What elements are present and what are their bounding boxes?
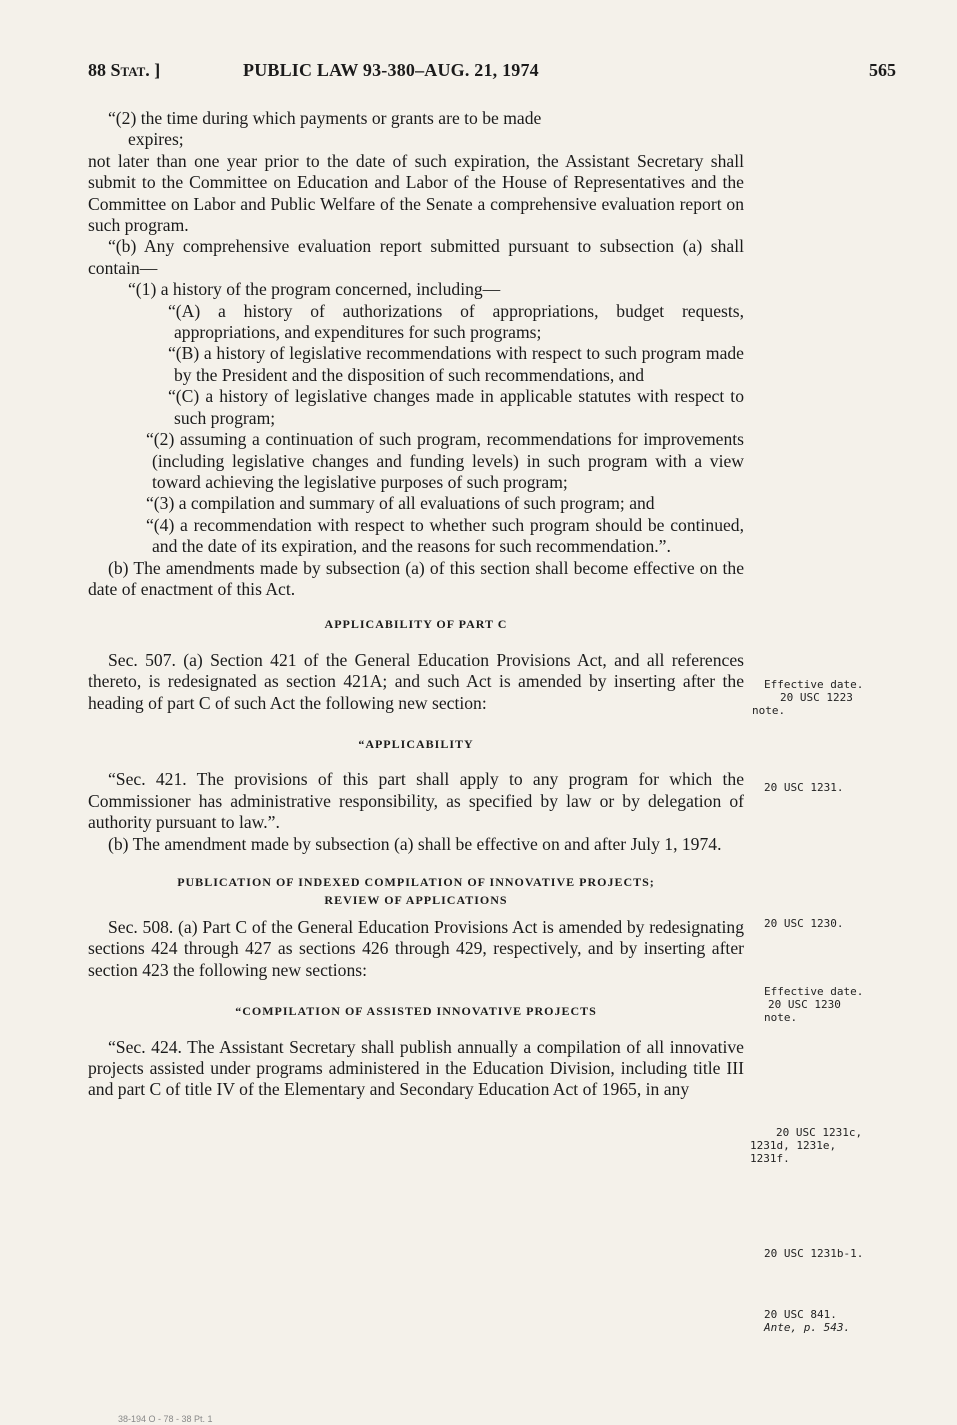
heading-applicability: “APPLICABILITY: [358, 736, 474, 751]
margin-note-text: 20 USC 1223: [780, 691, 853, 704]
heading-publication-line1: PUBLICATION OF INDEXED COMPILATION OF INNOVATIVE PROJECTS;: [177, 875, 655, 889]
heading-publication-line2: REVIEW OF APPLICATIONS: [324, 893, 508, 907]
para-bC: “(C) a history of legislative changes made in applicable statutes with respect to such program;: [168, 386, 744, 428]
margin-note-effective-date-1: [752, 678, 914, 717]
margin-note-text: 20 USC 841.: [764, 1308, 837, 1321]
para-bA: “(A) a history of authorizations of appropriations, budget requests, appropriations, and expenditures for such programs;: [168, 300, 744, 343]
margin-note-text: note.: [752, 704, 786, 717]
para-bB: “(B) a history of legislative recommendations with respect to such program made by the President and the disposition of such recommendations, and: [168, 343, 744, 385]
margin-note-text: 20 USC 1231c,: [776, 1126, 863, 1139]
heading-compilation: “COMPILATION OF ASSISTED INNOVATIVE PROJECTS: [235, 1004, 597, 1019]
para-expires: expires;: [128, 129, 184, 150]
margin-note-text: 20 USC 1231b-1.: [764, 1247, 864, 1260]
margin-note-text: 1231f.: [750, 1152, 790, 1165]
margin-note-text: 20 USC 1231.: [764, 781, 844, 794]
margin-note-text: 20 USC 1230.: [764, 917, 844, 930]
para-b2: “(2) assuming a continuation of such program, recommendations for improvements (including legislative changes and funding levels) in such program with a view toward achieving the legislative purposes of such program;: [146, 429, 744, 492]
margin-note-text: 20 USC 1230: [768, 998, 841, 1011]
para-sec-508: Sec. 508. (a) Part C of the General Education Provisions Act is amended by redesignating sections 424 through 427 as sections 426 through 429, respectively, and by inserting after section 423 the following new sections:: [88, 917, 744, 980]
body-text: [88, 108, 744, 1101]
margin-note-text: Effective date.: [764, 678, 864, 691]
margin-note-20usc1231b1: [764, 1247, 914, 1260]
heading-applicability-part-c: APPLICABILITY OF PART C: [324, 617, 508, 632]
para-sec-421: “Sec. 421. The provisions of this part shall apply to any program for which the Commissioner has administrative responsibility, as specified by law or by delegation of authority pursuant to law.”.: [88, 769, 744, 833]
para-b: “(b) Any comprehensive evaluation report submitted pursuant to subsection (a) shall contain—: [88, 236, 744, 278]
margin-note-20usc841: [764, 1308, 914, 1334]
para-b4: “(4) a recommendation with respect to whether such program should be continued, and the date of its expiration, and the reasons for such recommendation.”.: [146, 514, 744, 557]
margin-note-effective-date-2: [764, 985, 914, 1024]
para-sec-507: Sec. 507. (a) Section 421 of the General Education Provisions Act, and all references thereto, is redesignated as section 421A; and such Act is amended by inserting after the heading of part C of such Act the following new section:: [88, 649, 744, 713]
margin-note-text: Ante, p. 543.: [764, 1321, 851, 1334]
page-number: 565: [869, 60, 896, 80]
statute-volume: 88 Stat. ]: [88, 60, 161, 80]
para-b3: “(3) a compilation and summary of all evaluations of such program; and: [146, 493, 655, 514]
heading-publication: [88, 873, 744, 909]
margin-note-text: Effective date.: [764, 985, 864, 998]
para-amendment-effective: (b) The amendments made by subsection (a) of this section shall become effective on the date of enactment of this Act.: [88, 557, 744, 599]
para-b1: “(1) a history of the program concerned, including—: [128, 279, 501, 300]
para-report-requirement: not later than one year prior to the date of such expiration, the Assistant Secretary shall submit to the Committee on Education and Labor of the House of Representatives and the Committee on Labor and Public Welfare of the Senate a comprehensive evaluation report on such program.: [88, 150, 744, 236]
page-footer-code: 38-194 O - 78 - 38 Pt. 1: [118, 1414, 213, 1424]
page-header: [88, 60, 896, 84]
margin-note-text: note.: [764, 1011, 798, 1024]
margin-note-20usc1230: [764, 917, 914, 930]
margin-note-text: 1231d, 1231e,: [750, 1139, 837, 1152]
margin-note-20usc1231c: [750, 1126, 914, 1165]
para-payments-time: “(2) the time during which payments or grants are to be made: [108, 108, 542, 128]
para-sec-424: “Sec. 424. The Assistant Secretary shall publish annually a compilation of all innovative projects assisted under programs administered in the Education Division, including title III and part C of title IV of the Elementary and Secondary Education Act of 1965, in any: [88, 1036, 744, 1100]
page-title: PUBLIC LAW 93-380–AUG. 21, 1974: [243, 60, 539, 80]
margin-note-20usc1231: [764, 781, 914, 794]
para-amendment-july: (b) The amendment made by subsection (a) shall be effective on and after July 1, 1974.: [108, 833, 722, 854]
